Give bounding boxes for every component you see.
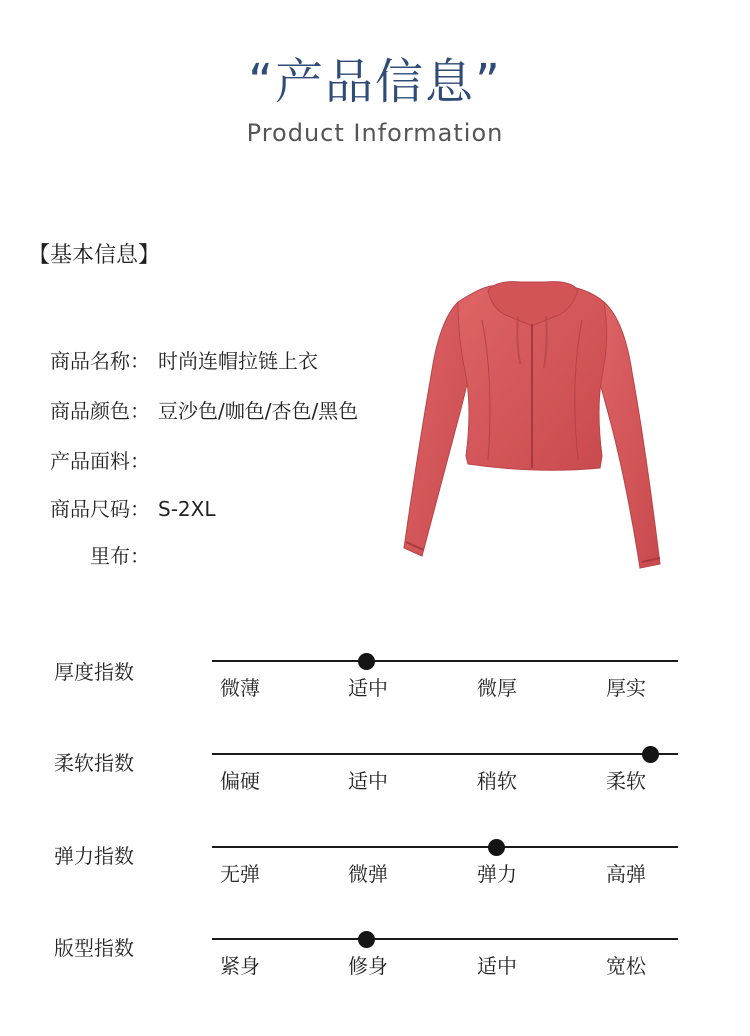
- index-option: 修身: [348, 954, 388, 978]
- info-label: 产品面料：: [50, 449, 150, 473]
- index-option: 稍软: [477, 769, 517, 793]
- index-option: 偏硬: [220, 769, 260, 793]
- index-option: 无弹: [220, 862, 260, 886]
- index-option: 紧身: [220, 954, 260, 978]
- index-marker: [488, 839, 505, 856]
- page-subtitle: Product Information: [246, 119, 504, 147]
- index-line: [212, 938, 678, 940]
- index-marker: [642, 746, 659, 763]
- index-line: [212, 753, 678, 755]
- info-value: S-2XL: [158, 497, 216, 521]
- page-title: “产品信息”: [248, 54, 502, 110]
- index-option: 适中: [348, 769, 388, 793]
- index-option: 高弹: [606, 862, 646, 886]
- section-heading: 【基本信息】: [28, 243, 161, 268]
- index-option: 弹力: [477, 862, 517, 886]
- index-option: 厚实: [606, 676, 646, 700]
- index-option: 适中: [348, 676, 388, 700]
- index-marker: [358, 653, 375, 670]
- index-option: 柔软: [606, 769, 646, 793]
- info-label: 里布：: [90, 544, 150, 568]
- index-label: 版型指数: [54, 936, 134, 960]
- info-label: 商品名称：: [50, 349, 150, 373]
- index-option: 微薄: [220, 676, 260, 700]
- index-label: 弹力指数: [54, 844, 134, 868]
- info-value: 豆沙色/咖色/杏色/黑色: [158, 399, 359, 423]
- info-label: 商品颜色：: [50, 399, 150, 423]
- index-option: 宽松: [606, 954, 646, 978]
- index-marker: [358, 931, 375, 948]
- index-line: [212, 846, 678, 848]
- product-image: [396, 280, 676, 575]
- info-value: 时尚连帽拉链上衣: [158, 349, 318, 373]
- info-label: 商品尺码：: [50, 497, 150, 521]
- index-line: [212, 660, 678, 662]
- index-label: 柔软指数: [54, 751, 134, 775]
- hoodie-jacket-icon: [396, 280, 676, 575]
- index-option: 微弹: [348, 862, 388, 886]
- index-option: 微厚: [477, 676, 517, 700]
- index-option: 适中: [477, 954, 517, 978]
- index-label: 厚度指数: [54, 660, 134, 684]
